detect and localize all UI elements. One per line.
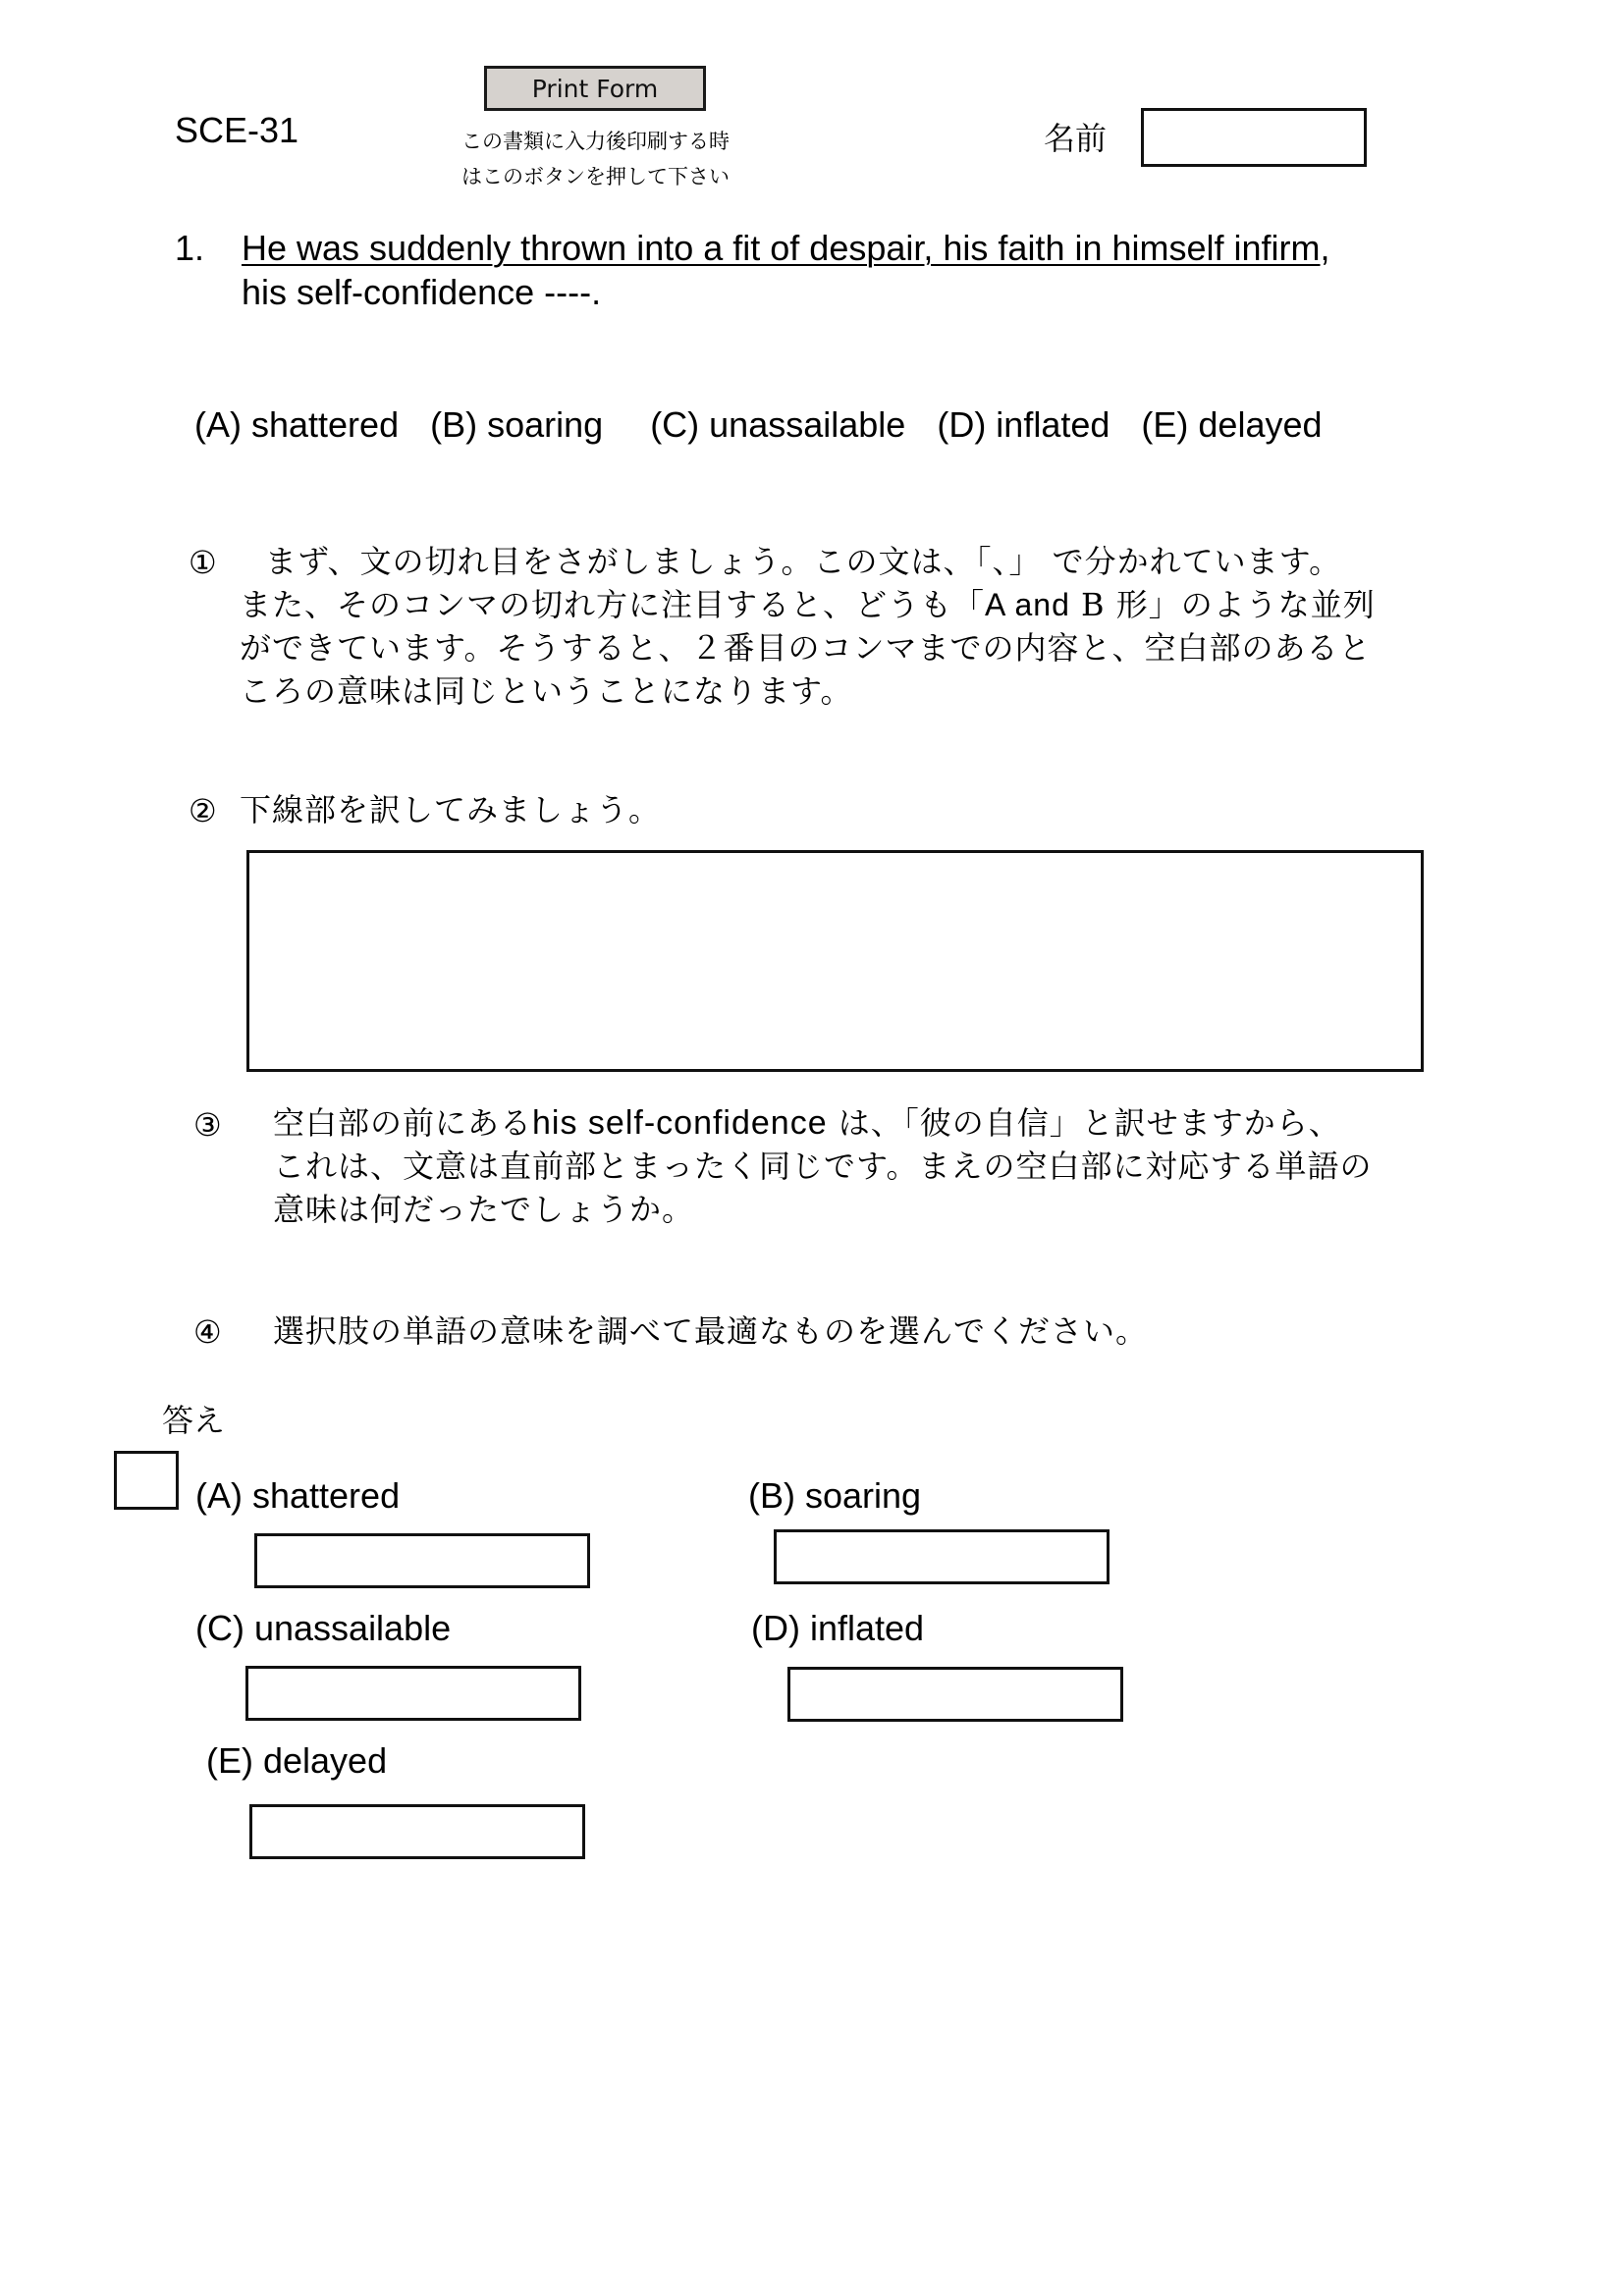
step3-text bbox=[273, 1101, 1451, 1231]
print-form-button[interactable]: Print Form bbox=[484, 66, 706, 111]
step3-line1b: は、「彼の自信」と訳せますから、 bbox=[838, 1104, 1341, 1142]
option-c-meaning-field[interactable] bbox=[245, 1666, 581, 1721]
step4-mark: ④ bbox=[193, 1313, 222, 1351]
option-d-label: (D) inflated bbox=[751, 1608, 925, 1648]
choice-b: (B) soaring bbox=[430, 404, 604, 445]
step1-text bbox=[240, 540, 1447, 713]
question-line1 bbox=[242, 228, 1330, 269]
option-e-label: (E) delayed bbox=[206, 1740, 388, 1781]
choice-d: (D) inflated bbox=[937, 404, 1110, 445]
choice-e: (E) delayed bbox=[1141, 404, 1323, 445]
step1-line2-en: A and bbox=[985, 587, 1070, 622]
option-a-label: (A) shattered bbox=[195, 1475, 401, 1516]
step1-line2a: また、そのコンマの切れ方に注目すると、どうも「 bbox=[240, 586, 986, 623]
step1-line2b: B 形」のような並列 bbox=[1081, 586, 1376, 623]
step3-line1a: 空白部の前にある bbox=[273, 1104, 533, 1142]
question-line1-tail: , bbox=[1320, 228, 1330, 268]
form-id: SCE-31 bbox=[175, 110, 299, 150]
choices-list bbox=[194, 404, 1344, 446]
choice-a: (A) shattered bbox=[194, 404, 400, 445]
step3-line2: これは、文意は直前部とまったく同じです。まえの空白部に対応する単語の bbox=[273, 1148, 1373, 1185]
step1-line1b: で分かれています。 bbox=[1052, 543, 1342, 580]
print-note-line1: この書類に入力後印刷する時 bbox=[461, 130, 730, 153]
question-line2: his self-confidence ----. bbox=[242, 272, 602, 312]
step2-text: 下線部を訳してみましょう。 bbox=[240, 791, 662, 828]
question-number: 1. bbox=[175, 228, 205, 268]
step1-line4: ころの意味は同じということになります。 bbox=[240, 672, 853, 710]
step1-line1a: まず、文の切れ目をさがしましょう。この文は、「、」 bbox=[265, 543, 1042, 580]
name-label: 名前 bbox=[1044, 120, 1108, 157]
name-field[interactable] bbox=[1141, 108, 1367, 167]
option-d-meaning-field[interactable] bbox=[787, 1667, 1123, 1722]
option-b-label: (B) soaring bbox=[748, 1475, 922, 1516]
question-underlined-text: He was suddenly thrown into a fit of despair, his faith in himself infirm bbox=[242, 228, 1321, 268]
step1-mark: ① bbox=[189, 544, 217, 581]
translation-textarea[interactable] bbox=[246, 850, 1424, 1072]
step4-text: 選択肢の単語の意味を調べて最適なものを選んでください。 bbox=[273, 1312, 1149, 1350]
step3-line1-en: his self-confidence bbox=[532, 1104, 828, 1142]
choice-c: (C) unassailable bbox=[650, 404, 906, 445]
option-c-label: (C) unassailable bbox=[195, 1608, 452, 1648]
step3-mark: ③ bbox=[193, 1106, 222, 1144]
step2-mark: ② bbox=[189, 792, 217, 829]
option-e-meaning-field[interactable] bbox=[249, 1804, 585, 1859]
print-note-line2: はこのボタンを押して下さい bbox=[461, 165, 730, 188]
option-a-meaning-field[interactable] bbox=[254, 1533, 590, 1588]
step1-line3: ができています。そうすると、２番目のコンマまでの内容と、空白部のあると bbox=[240, 629, 1372, 667]
option-b-meaning-field[interactable] bbox=[774, 1529, 1110, 1584]
answer-field[interactable] bbox=[114, 1451, 179, 1510]
answer-label: 答え bbox=[162, 1402, 226, 1439]
step3-line3: 意味は何だったでしょうか。 bbox=[273, 1191, 695, 1228]
